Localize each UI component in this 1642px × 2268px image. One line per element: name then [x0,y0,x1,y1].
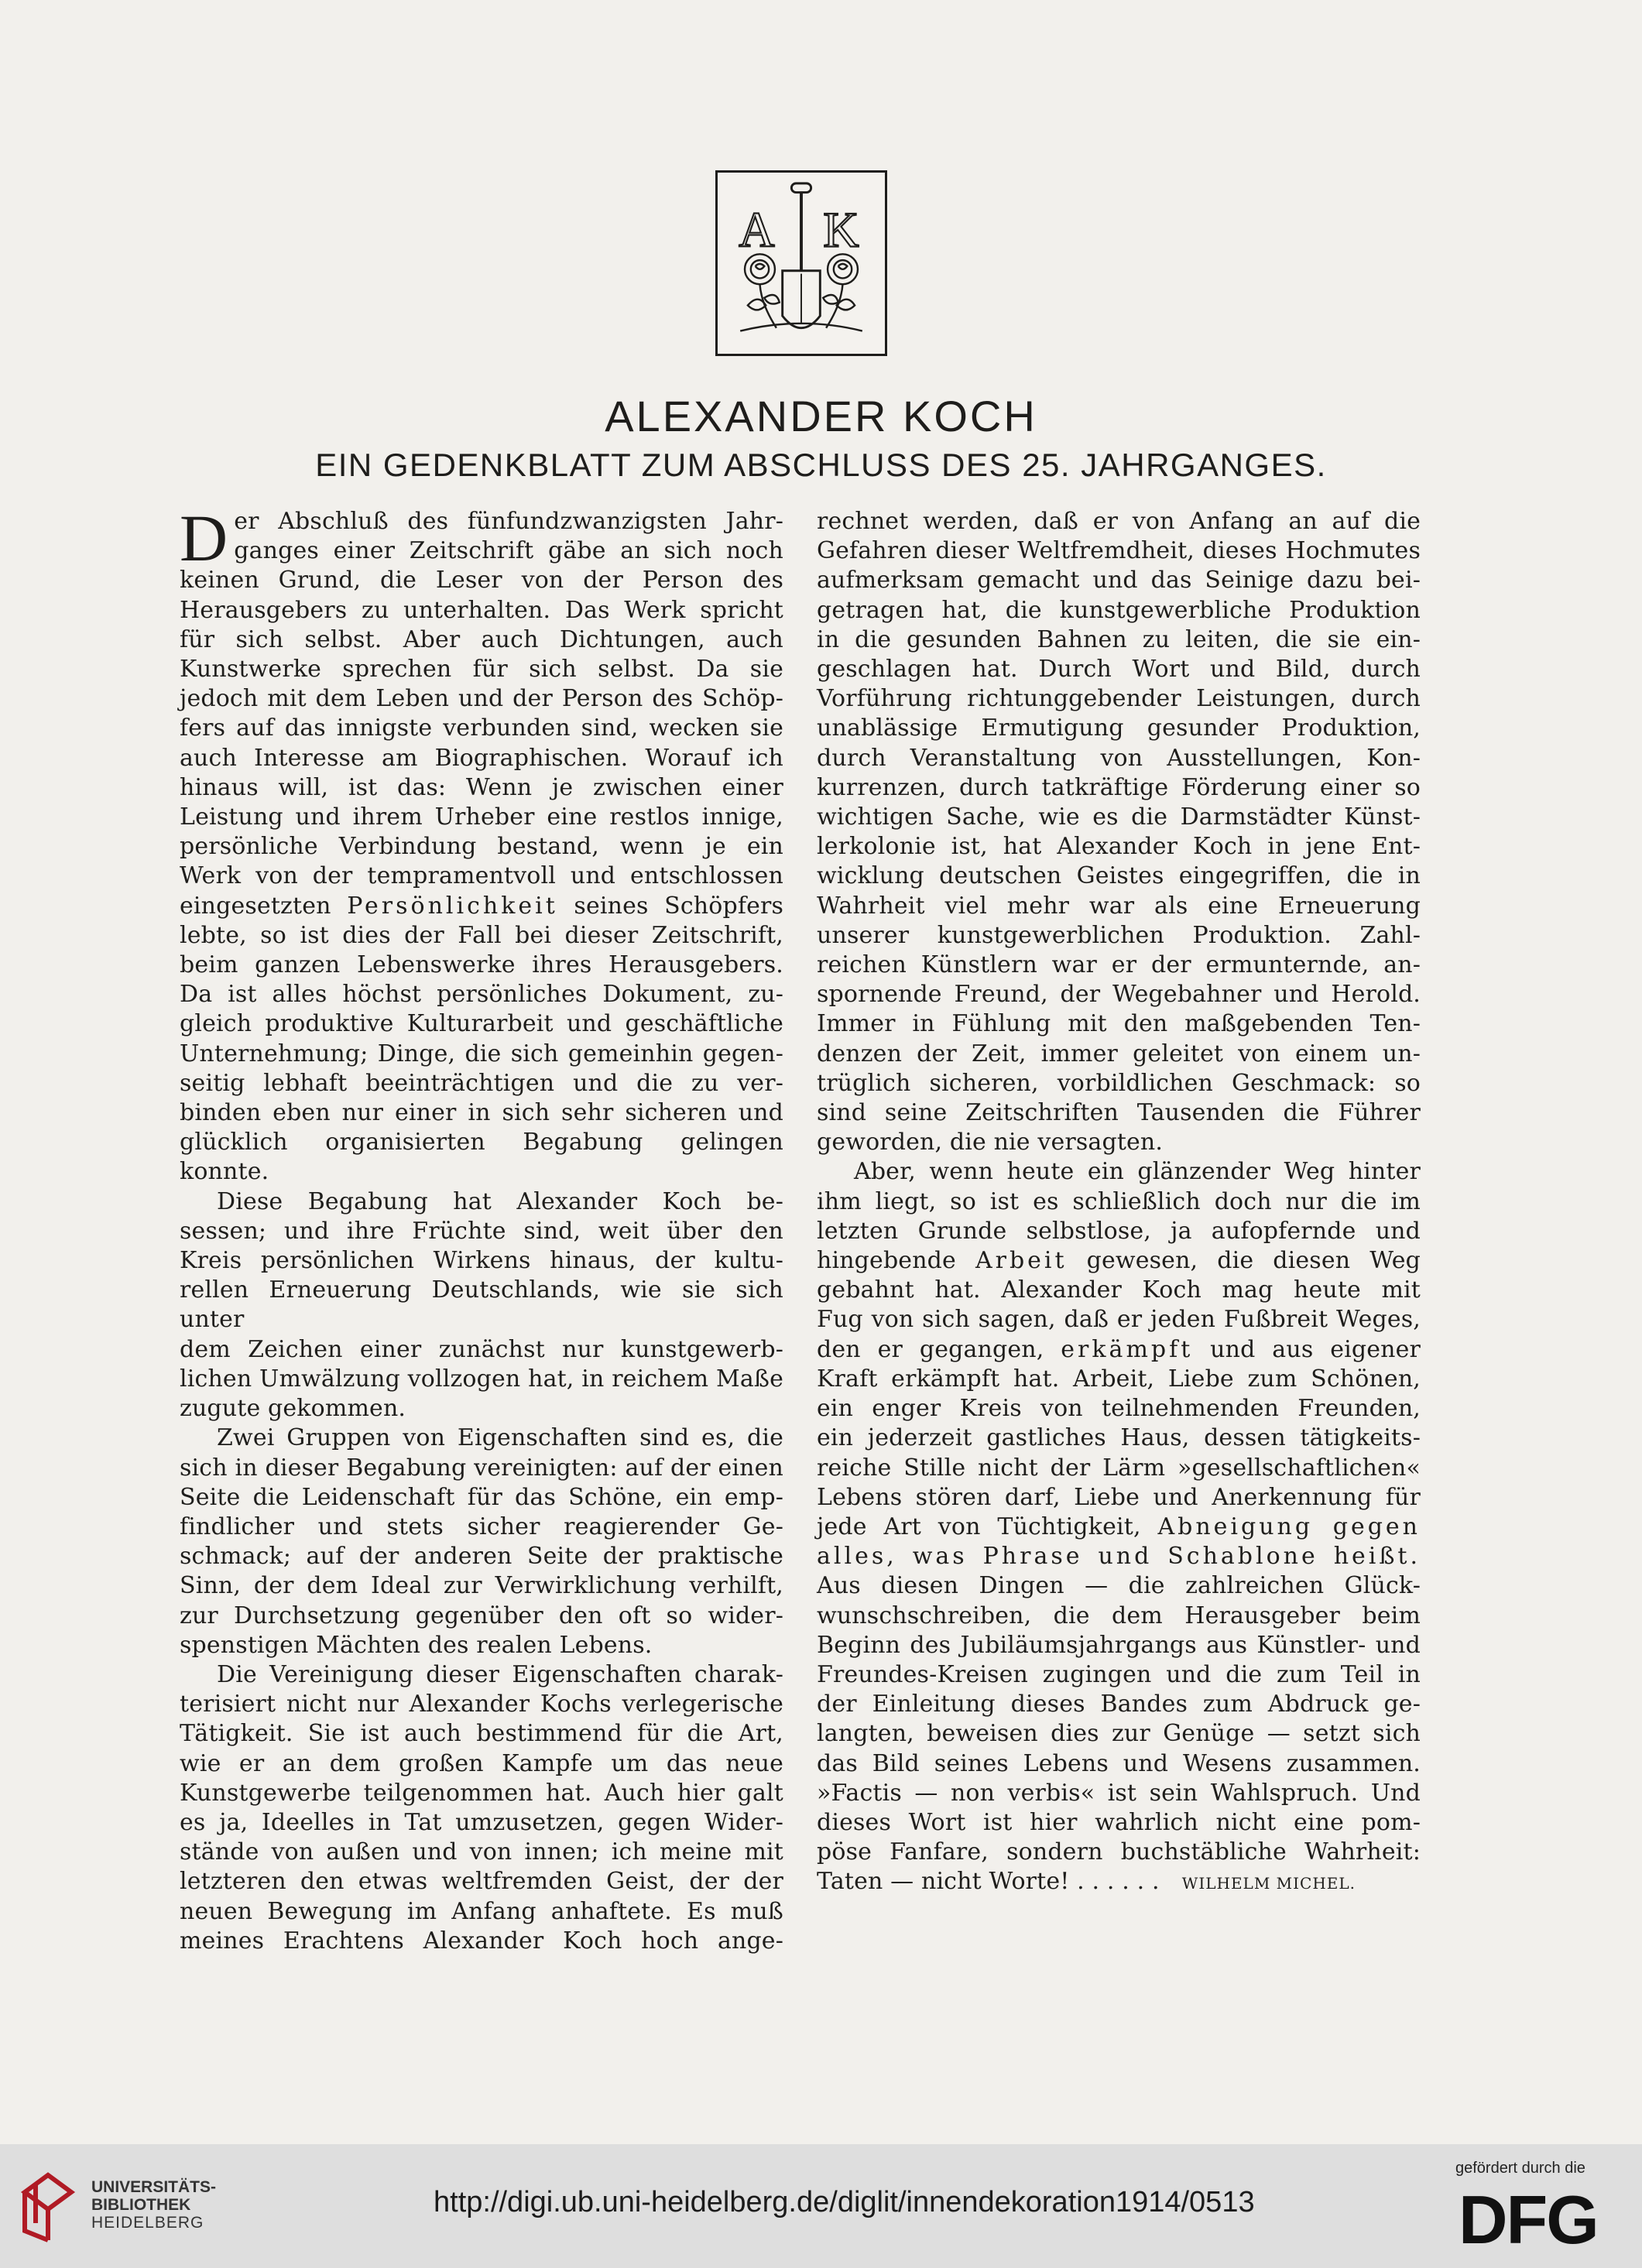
text-line: Die Vereinigung dieser Eigenschaften charak- [217,1660,783,1688]
text-column-right [817,507,1421,1899]
text-line: keinen Grund, die Leser von der Person des [180,567,783,594]
university-library-logo-icon [17,2169,87,2243]
text-column-left [180,501,784,1956]
monogram-letter-a: A [739,202,775,258]
text-line: für sich selbst. Aber auch Dichtungen, auch [180,625,783,653]
closing-line [817,1867,1421,1898]
text-line: terisiert nicht nur Alexander Kochs verlegerische [180,1691,783,1718]
text-line: reichen Künstlern war er der ermunternde, an- [817,951,1421,979]
text-line: auch Interesse am Biographischen. Worauf ich [180,744,783,772]
text-line: Da ist alles höchst persönliches Dokument, zu- [180,981,783,1009]
text-line: binden eben nur einer in sich sehr sicheren und [180,1099,783,1127]
text-line: denzen der Zeit, immer geleitet von einem un- [817,1040,1421,1067]
text-line: durch Veranstaltung von Ausstellungen, Kon- [817,744,1421,772]
text-line: sind seine Zeitschriften Tausenden die Führer [817,1099,1421,1127]
article-subtitle: EIN GEDENKBLATT ZUM ABSCHLUSS DES 25. JAHRGANGES. [315,447,1327,483]
text-line: lebte, so ist dies der Fall bei dieser Zeitschrift, [180,921,783,949]
paragraph [180,1187,783,1424]
text-line: Seite die Leidenschaft für das Schöne, ein emp- [180,1483,783,1511]
text-line: ganges einer Zeitschrift gäbe an sich noch [234,537,783,565]
text-line: kurrenzen, durch tatkräftige Förderung einer so [817,773,1421,801]
text-line: zugute gekommen. [180,1395,406,1423]
text-line: Herausgebers zu unterhalten. Das Werk spricht [180,596,783,624]
emphasized-phrase: Abneigung gegen [1157,1513,1421,1540]
drop-cap: D [180,501,228,575]
text-line: findlicher und stets sicher reagierender Ge- [180,1513,783,1540]
text-line [817,1246,1421,1276]
text-fragment: gewesen, die diesen Weg [1086,1247,1421,1275]
dfg-logo-text: DFG [1459,2186,1598,2249]
text-line: das Bild seines Lebens und Wesens zusammen. [817,1749,1421,1777]
text-line: Fug von sich sagen, daß er jeden Fußbreit Weges, [817,1306,1421,1334]
dfg-logo-icon [1459,2186,1621,2249]
text-line: letzteren den etwas weltfremden Geist, der der [180,1868,783,1896]
text-line: Tätigkeit. Sie ist auch bestimmend für die Art, [180,1720,783,1748]
text-line: Unternehmung; Dinge, die sich gemeinhin gegen- [180,1040,783,1067]
emphasized-word: Persönlichkeit [347,892,558,920]
text-line: ihm liegt, so ist es schließlich doch nur die im [817,1187,1421,1215]
text-line: seitig lebhaft beeinträchtigen und die zu ver- [180,1069,783,1097]
text-line: pöse Fanfare, sondern buchstäbliche Wahrheit: [817,1838,1421,1866]
author-signature: WILHELM MICHEL. [1181,1874,1356,1893]
permalink-url[interactable]: http://digi.ub.uni-heidelberg.de/diglit/innendekoration1914/0513 [434,2186,1255,2218]
text-line: beim ganzen Lebenswerke ihres Herausgebers. [180,951,783,979]
text-line: es ja, Ideelles in Tat umzusetzen, gegen Wider- [180,1808,783,1836]
text-line: Kreis persönlichen Wirkens hinaus, der kultu- [180,1247,783,1275]
text-line: schmack; auf der anderen Seite der praktische [180,1543,783,1571]
article-title: ALEXANDER KOCH [605,392,1037,440]
text-line: trüglich sicheren, vorbildlichen Geschmack: so [817,1069,1421,1097]
text-line: Leistung und ihrem Urheber eine restlos innige, [180,803,783,831]
text-line: gebahnt hat. Alexander Koch mag heute mit [817,1276,1421,1304]
text-fragment: seines Schöpfers [574,892,784,920]
text-line: jedoch mit dem Leben und der Person des Schöp- [180,685,783,713]
text-line: unablässige Ermutigung gesunder Produktion, [817,714,1421,742]
text-line: lerkolonie ist, hat Alexander Koch in jene Ent- [817,833,1421,861]
library-name-line: BIBLIOTHEK [91,2196,191,2214]
university-library-name [91,2178,216,2232]
text-line: geschlagen hat. Durch Wort und Bild, durch [817,656,1421,683]
text-line: Gefahren dieser Weltfremdheit, dieses Hochmutes [817,537,1421,565]
library-name-line: HEIDELBERG [91,2214,204,2232]
text-line [817,1335,1421,1365]
text-line: spornende Freund, der Wegebahner und Herold. [817,981,1421,1009]
text-line: Aber, wenn heute ein glänzender Weg hinter [854,1158,1421,1186]
text-fragment: hingebende [817,1247,956,1275]
text-fragment: eingesetzten [180,892,331,920]
paragraph [817,507,1421,1157]
ak-monogram-emblem [715,170,887,356]
text-line: ein jederzeit gastliches Haus, dessen tätigkeits- [817,1424,1421,1452]
text-line: zur Durchsetzung gegenüber den oft so wider- [180,1602,783,1629]
text-line: Diese Begabung hat Alexander Koch be- [217,1187,783,1215]
text-line: aufmerksam gemacht und das Seinige dazu bei- [817,567,1421,594]
text-line: wie er an dem großen Kampfe um das neue [180,1749,783,1777]
text-line: wunschschreiben, die dem Herausgeber beim [817,1602,1421,1629]
text-line: spenstigen Mächten des realen Lebens. [180,1631,653,1659]
text-line: in die gesunden Bahnen zu leiten, die sie ein- [817,625,1421,653]
text-line: dem Zeichen einer zunächst nur kunstgewerb- [180,1335,783,1363]
closing-phrase: Taten — nicht Worte! . . . . . . [817,1868,1160,1896]
text-line: letzten Grunde selbstlose, ja aufopfernde und [817,1217,1421,1245]
text-line: rellen Erneuerung Deutschlands, wie sie sich unter [180,1276,783,1334]
text-line: stände von außen und von innen; ich meine mit [180,1838,783,1866]
text-line: neuen Bewegung im Anfang anhaftete. Es muß [180,1897,783,1925]
digitization-footer-bar [0,2144,1642,2268]
paragraph [180,501,784,1187]
text-fragment: jede Art von Tüchtigkeit, [817,1513,1141,1540]
text-line: langten, beweisen dies zur Genüge — setzt sich [817,1720,1421,1748]
text-line: glücklich organisierten Begabung gelingen konnte. [180,1129,783,1186]
paragraph [180,1423,783,1660]
text-line: fers auf das innigste verbunden sind, wecken sie [180,714,783,742]
text-fragment: den er gegangen, [817,1335,1044,1363]
text-line: wicklung deutschen Geistes eingegriffen, die in [817,862,1421,890]
text-line: hinaus will, ist das: Wenn je zwischen einer [180,773,783,801]
text-line: sich in dieser Begabung vereinigten: auf der einen [180,1454,783,1482]
text-line: persönliche Verbindung bestand, wenn je ein [180,833,783,861]
text-line: dieses Wort ist hier wahrlich nicht eine pom- [817,1808,1421,1836]
text-line: Kraft erkämpft hat. Arbeit, Liebe zum Schönen, [817,1365,1421,1393]
text-line: ein enger Kreis von teilnehmenden Freunden, [817,1395,1421,1423]
text-line: Lebens stören darf, Liebe und Anerkennung für [817,1483,1421,1511]
paragraph [817,1157,1421,1898]
text-line: Beginn des Jubiläumsjahrgangs aus Künstler- und [817,1631,1421,1659]
text-line: Zwei Gruppen von Eigenschaften sind es, die [217,1424,783,1452]
text-fragment: und aus eigener [1210,1335,1421,1363]
text-line: der Einleitung dieses Bandes zum Abdruck ge- [817,1691,1421,1718]
paragraph [180,1660,783,1956]
text-line: Werk von der tempramentvoll und entschlossen [180,862,783,890]
text-line: Kunstgewerbe teilgenommen hat. Auch hier galt [180,1779,783,1807]
text-line: gleich produktive Kulturarbeit und geschäftliche [180,1010,783,1038]
text-line: Freundes-Kreisen zugingen und die zum Teil in [817,1660,1421,1688]
emphasized-line: alles, was Phrase und Schablone heißt. [817,1543,1421,1571]
text-line [817,1513,1421,1542]
funding-caption: gefördert durch die [1455,2160,1585,2177]
library-name-line: UNIVERSITÄTS- [91,2178,217,2196]
text-line: Wahrheit viel mehr war als eine Erneuerung [817,892,1421,920]
text-line: Immer in Fühlung mit den maßgebenden Ten- [817,1010,1421,1038]
text-line: rechnet werden, daß er von Anfang an auf die [817,508,1421,535]
text-line [180,892,783,921]
text-line: Aus diesen Dingen — die zahlreichen Glück- [817,1572,1421,1600]
emphasized-word: erkämpft [1061,1335,1194,1363]
emphasized-word: Arbeit [975,1247,1068,1275]
monogram-letter-k: K [823,202,859,258]
text-line: sessen; und ihre Früchte sind, weit über den [180,1217,783,1245]
text-line: wichtigen Sache, wie es die Darmstädter Künst- [817,803,1421,831]
text-line: reiche Stille nicht der Lärm »gesellschaftlichen« [817,1454,1421,1482]
text-line: Sinn, der dem Ideal zur Verwirklichung verhilft, [180,1572,783,1600]
text-line: unserer kunstgewerblichen Produktion. Zahl- [817,921,1421,949]
text-line: lichen Umwälzung vollzogen hat, in reichem Maße [180,1365,783,1393]
text-line: Vorführung richtunggebender Leistungen, durch [817,685,1421,713]
text-line: er Abschluß des fünfundzwanzigsten Jahr- [234,508,783,535]
spade-roses-ornament-icon [718,173,885,354]
text-line: Kunstwerke sprechen für sich selbst. Da sie [180,656,783,683]
text-line: geworden, die nie versagten. [817,1129,1164,1156]
text-line: getragen hat, die kunstgewerbliche Produktion [817,596,1421,624]
text-line: »Factis — non verbis« ist sein Wahlspruch. Und [817,1779,1421,1807]
text-line: meines Erachtens Alexander Koch hoch ange- [180,1927,783,1955]
